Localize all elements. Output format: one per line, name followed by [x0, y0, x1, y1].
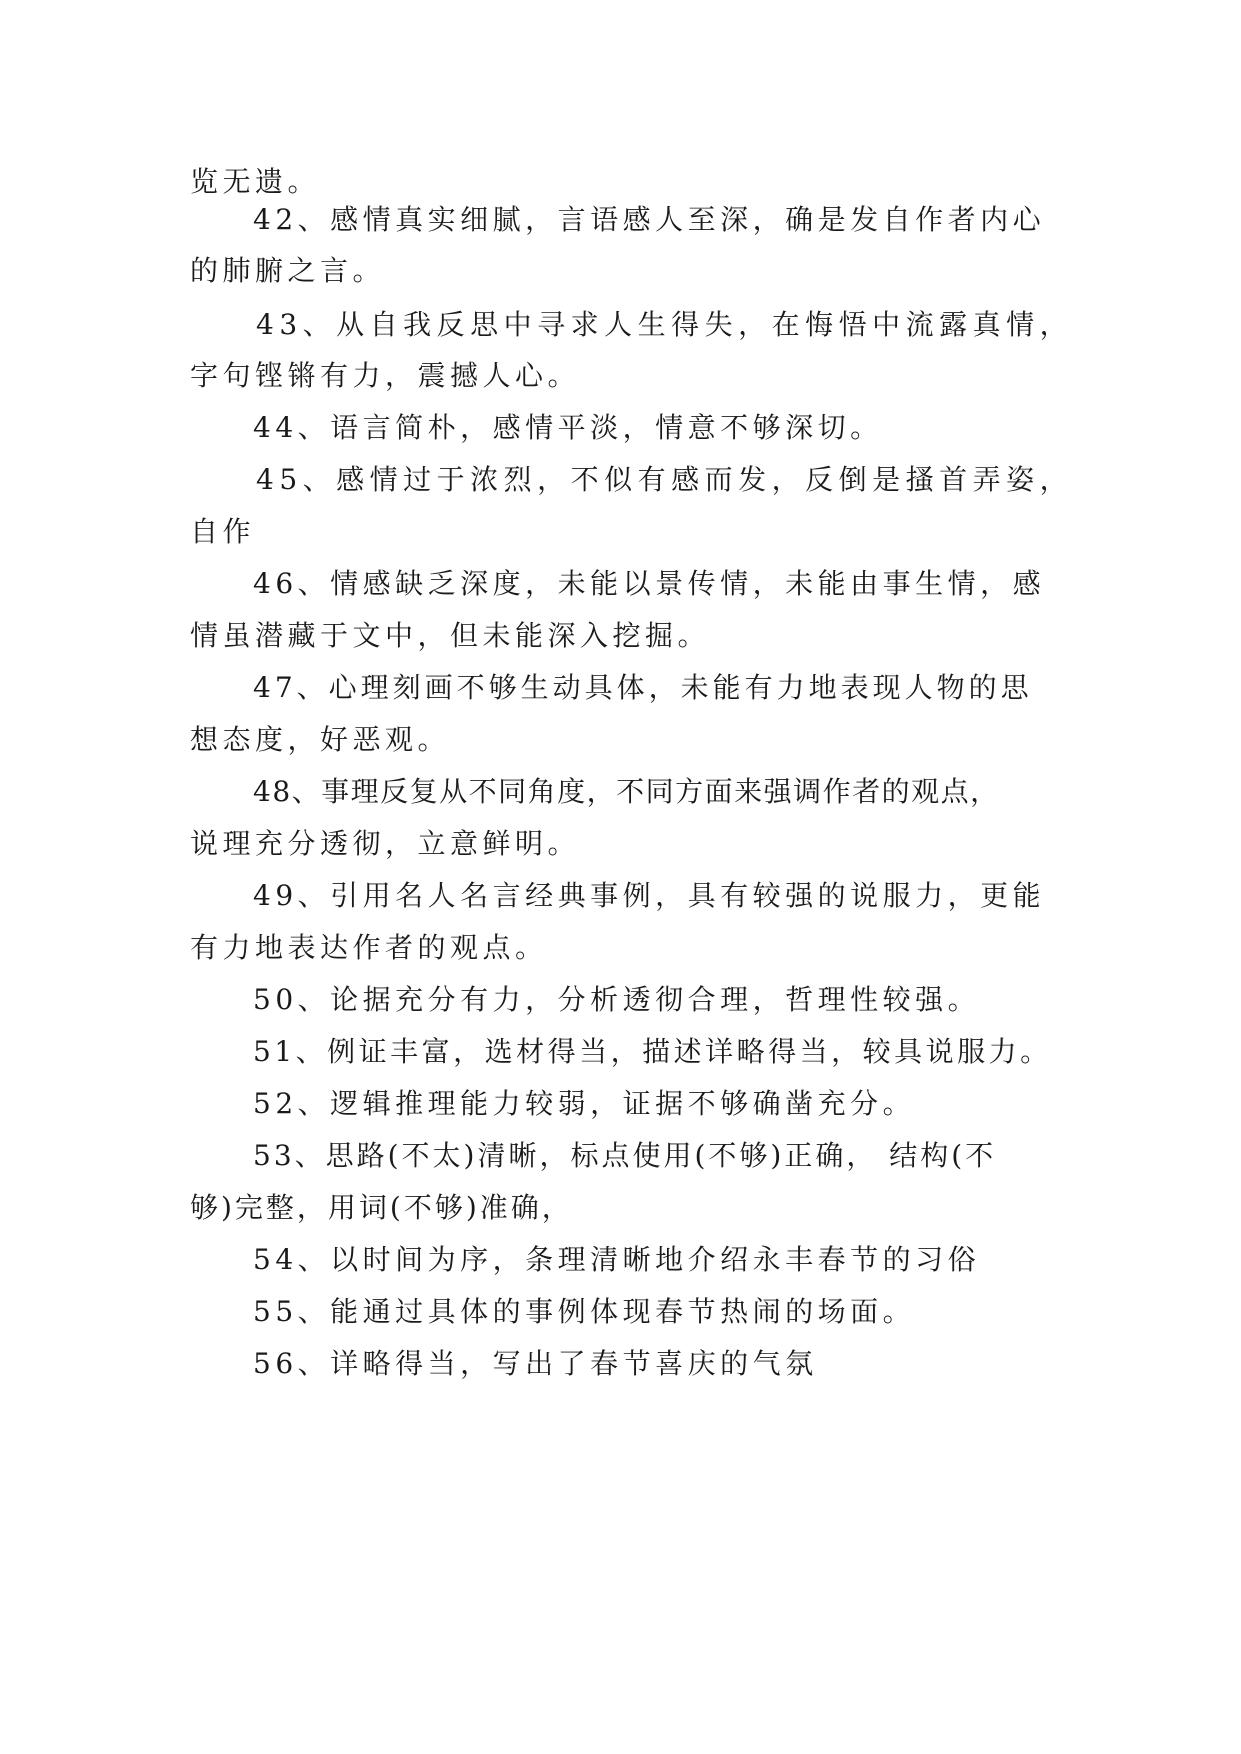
text-line: 有力地表达作者的观点。: [190, 931, 548, 964]
text-line: 够)完整，用词(不够)准确，: [190, 1191, 573, 1224]
text-line: 的肺腑之言。: [190, 254, 386, 287]
text-line: 44、语言简朴，感情平淡，情意不够深切。: [253, 411, 883, 444]
text-line: 52、逻辑推理能力较弱，证据不够确凿充分。: [253, 1087, 916, 1120]
text-line: 43、从自我反思中寻求人生得失，在悔悟中流露真情，: [256, 308, 1074, 341]
text-line: 50、论据充分有力，分析透彻合理，哲理性较强。: [253, 983, 981, 1016]
text-line: 情虽潜藏于文中，但未能深入挖掘。: [190, 619, 711, 652]
text-line: 想态度，好恶观。: [190, 723, 451, 756]
text-line: 46、情感缺乏深度，未能以景传情，未能由事生情，感: [253, 567, 1046, 600]
text-line: 51、例证丰富，选材得当，描述详略得当，较具说服力。: [253, 1035, 1052, 1068]
text-line: 54、以时间为序，条理清晰地介绍永丰春节的习俗: [253, 1243, 981, 1276]
text-line: 53、思路(不太)清晰，标点使用(不够)正确， 结构(不: [253, 1139, 997, 1172]
text-line: 56、详略得当，写出了春节喜庆的气氛: [253, 1347, 818, 1380]
text-line: 览无遗。: [190, 165, 321, 198]
text-line: 字句铿锵有力，震撼人心。: [190, 359, 581, 392]
text-line: 自作: [190, 515, 256, 548]
text-line: 49、引用名人名言经典事例，具有较强的说服力，更能: [253, 879, 1046, 912]
text-line: 55、能通过具体的事例体现春节热闹的场面。: [253, 1295, 916, 1328]
text-line: 48、事理反复从不同角度，不同方面来强调作者的观点，: [253, 775, 1000, 808]
text-line: 说理充分透彻，立意鲜明。: [190, 827, 581, 860]
text-line: 47、心理刻画不够生动具体，未能有力地表现人物的思: [253, 671, 1033, 704]
text-line: 42、感情真实细腻，言语感人至深，确是发自作者内心: [253, 203, 1046, 236]
text-line: 45、感情过于浓烈，不似有感而发，反倒是搔首弄姿，: [256, 463, 1074, 496]
